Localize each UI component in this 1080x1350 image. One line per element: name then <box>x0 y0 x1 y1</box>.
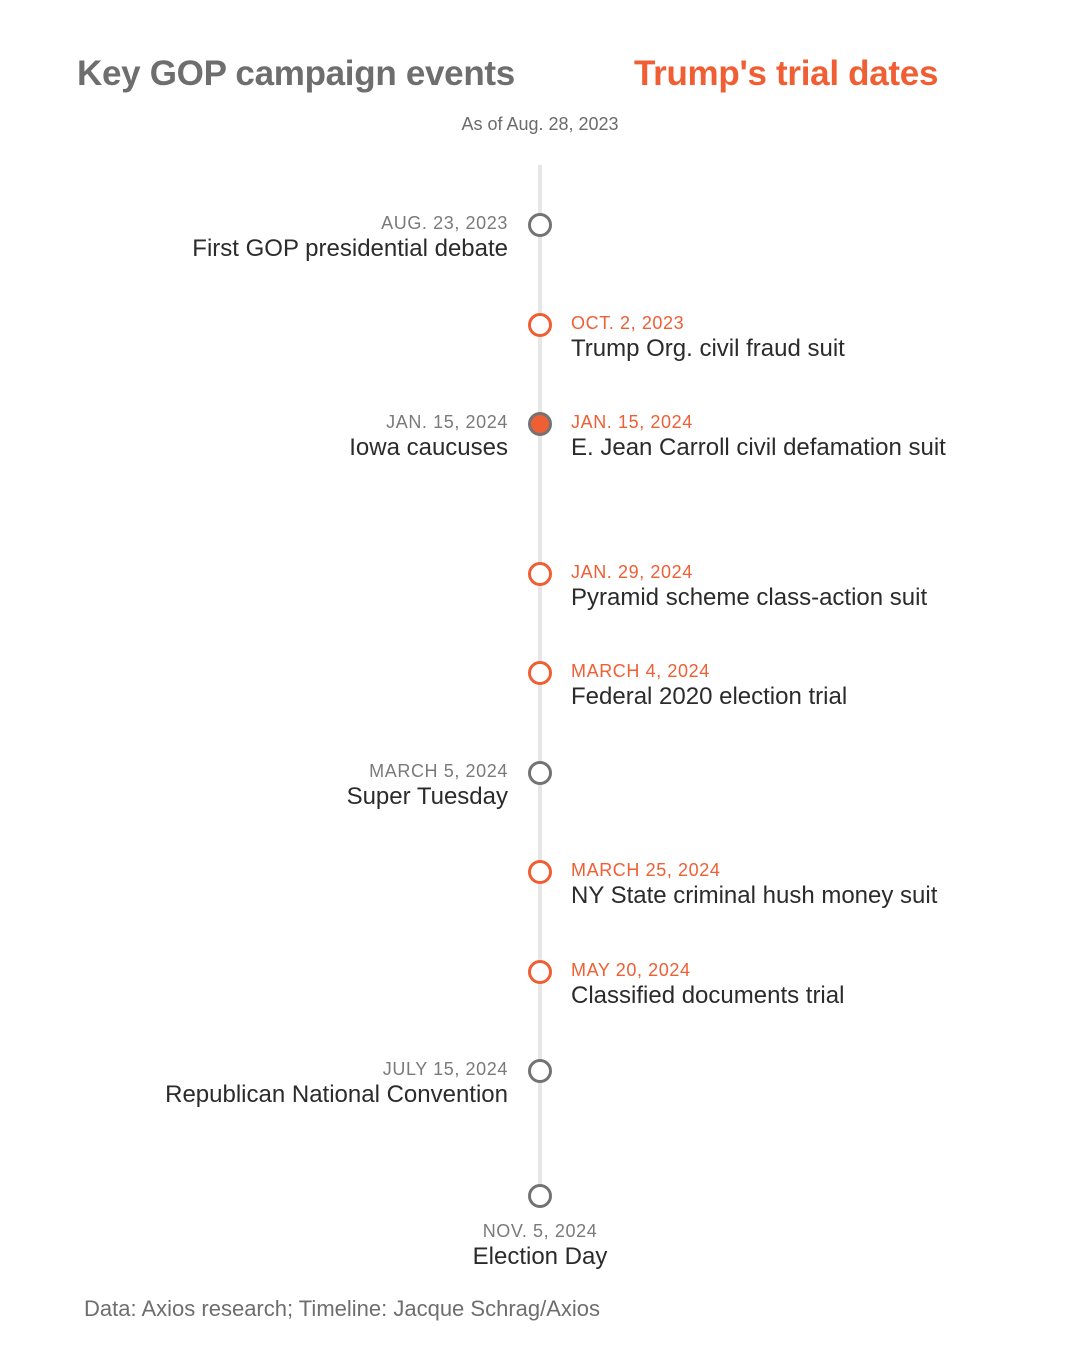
timeline-node-gop <box>528 1059 552 1083</box>
event-label: Election Day <box>472 1243 608 1270</box>
event-date: MARCH 5, 2024 <box>369 761 508 781</box>
timeline-node-shared <box>528 412 552 436</box>
event-label: Iowa caucuses <box>349 434 508 461</box>
event-date: JULY 15, 2024 <box>382 1059 508 1079</box>
event-date: MARCH 4, 2024 <box>571 661 710 681</box>
event-date: AUG. 23, 2023 <box>381 213 508 233</box>
event-label: Pyramid scheme class-action suit <box>571 584 928 611</box>
event-date: JAN. 15, 2024 <box>571 412 693 432</box>
event-label: Federal 2020 election trial <box>571 683 848 710</box>
event-label: Classified documents trial <box>571 982 845 1009</box>
as-of-date: As of Aug. 28, 2023 <box>461 114 619 134</box>
event-date: MAY 20, 2024 <box>571 960 691 980</box>
event-date: JAN. 29, 2024 <box>571 562 693 582</box>
event-label: E. Jean Carroll civil defamation suit <box>571 434 946 461</box>
timeline-node-trial <box>528 960 552 984</box>
trial-dates-heading: Trump's trial dates <box>634 54 939 93</box>
timeline-node-trial <box>528 313 552 337</box>
event-label: NY State criminal hush money suit <box>571 882 938 909</box>
gop-events-heading: Key GOP campaign events <box>77 54 515 93</box>
event-label: First GOP presidential debate <box>192 235 508 262</box>
timeline-node-trial <box>528 860 552 884</box>
event-date: MARCH 25, 2024 <box>571 860 721 880</box>
timeline-node-gop <box>528 213 552 237</box>
timeline-node-trial <box>528 661 552 685</box>
event-date: OCT. 2, 2023 <box>571 313 685 333</box>
timeline-node-trial <box>528 562 552 586</box>
event-label: Trump Org. civil fraud suit <box>571 335 845 362</box>
event-date: NOV. 5, 2024 <box>482 1221 598 1241</box>
timeline-node-gop <box>528 761 552 785</box>
source-credit: Data: Axios research; Timeline: Jacque Schrag/Axios <box>84 1296 601 1321</box>
timeline-node-gop <box>528 1184 552 1208</box>
event-date: JAN. 15, 2024 <box>386 412 508 432</box>
event-label: Republican National Convention <box>165 1081 508 1108</box>
event-label: Super Tuesday <box>346 783 508 810</box>
